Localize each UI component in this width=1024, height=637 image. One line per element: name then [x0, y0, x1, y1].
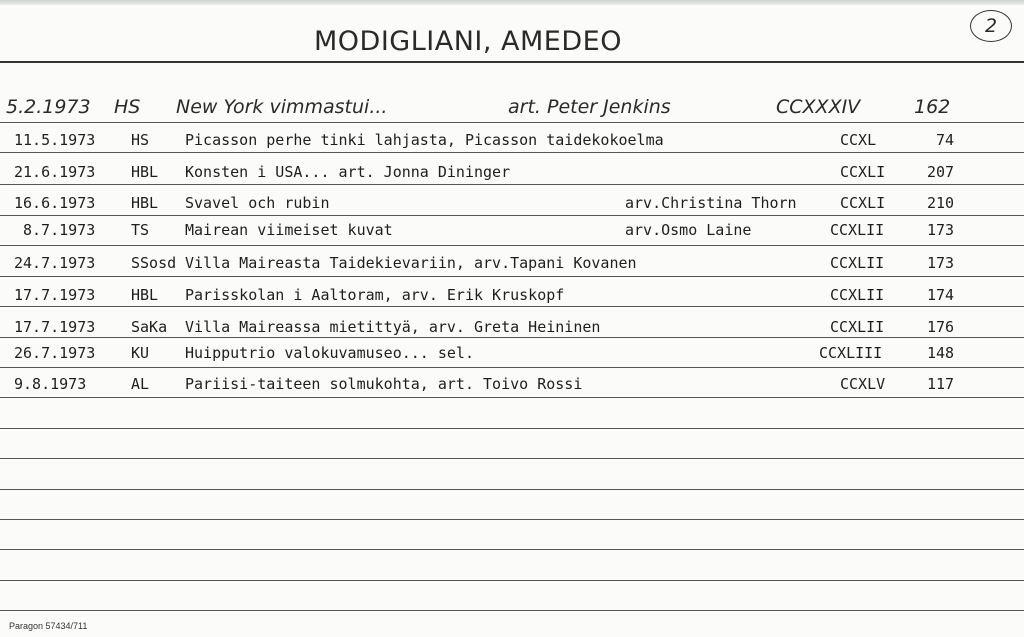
card-top-edge — [0, 0, 1024, 5]
row-text: Konsten i USA... art. Jonna Dininger — [185, 163, 511, 181]
row-volume: CCXLII — [830, 221, 885, 239]
header-rule — [0, 61, 1024, 63]
ruled-line — [0, 549, 1024, 550]
row-volume: CCXLII — [830, 254, 885, 272]
row-date: 8.7.1973 — [23, 221, 96, 239]
table-row — [0, 375, 1024, 405]
ruled-line — [0, 458, 1024, 459]
row-volume: CCXLI — [840, 163, 886, 181]
row-text: Picasson perhe tinki lahjasta, Picasson taidekokoelma — [185, 131, 664, 149]
row-volume: CCXLV — [840, 375, 886, 393]
row-source: HBL — [131, 163, 159, 181]
row-volume: CCXLII — [830, 286, 885, 304]
table-row — [0, 163, 1024, 193]
row-page: 210 — [927, 194, 955, 212]
row-text: Svavel och rubin — [185, 194, 330, 212]
row-page: 176 — [927, 318, 955, 336]
row-date: 16.6.1973 — [14, 194, 96, 212]
row-text: New York vimmastui... — [176, 96, 388, 118]
row-source: HBL — [131, 194, 159, 212]
ruled-line — [0, 580, 1024, 581]
row-author: arv.Christina Thorn — [625, 194, 797, 212]
row-source: TS — [131, 221, 150, 239]
row-volume: CCXLII — [830, 318, 885, 336]
row-source: HS — [114, 96, 141, 118]
row-date: 5.2.1973 — [6, 96, 91, 118]
row-volume: CCXL — [840, 131, 877, 149]
row-author: art. Peter Jenkins — [508, 96, 671, 118]
row-text: Mairean viimeiset kuvat — [185, 221, 393, 239]
row-date: 17.7.1973 — [14, 318, 96, 336]
row-page: 74 — [936, 131, 955, 149]
row-source: KU — [131, 344, 150, 362]
row-text: Pariisi-taiteen solmukohta, art. Toivo Rossi — [185, 375, 583, 393]
row-page: 173 — [927, 221, 955, 239]
table-row — [0, 96, 1024, 130]
card-number: 2 — [970, 10, 1012, 42]
table-row — [0, 286, 1024, 316]
row-source: HBL — [131, 286, 159, 304]
card-footer: Paragon 57434/711 — [9, 621, 88, 631]
table-row — [0, 344, 1024, 374]
row-date: 21.6.1973 — [14, 163, 96, 181]
ruled-line — [0, 428, 1024, 429]
row-text: Parisskolan i Aaltoram, arv. Erik Kruskopf — [185, 286, 565, 304]
row-author: arv.Osmo Laine — [625, 221, 752, 239]
row-date: 26.7.1973 — [14, 344, 96, 362]
table-row — [0, 194, 1024, 224]
card-title: MODIGLIANI, AMEDEO — [314, 26, 622, 57]
row-source: SSosd — [131, 254, 177, 272]
row-text: Huipputrio valokuvamuseo... sel. — [185, 344, 474, 362]
row-page: 148 — [927, 344, 955, 362]
table-row — [0, 254, 1024, 284]
row-volume: CCXLI — [840, 194, 886, 212]
row-page: 117 — [927, 375, 955, 393]
row-date: 9.8.1973 — [14, 375, 87, 393]
row-date: 11.5.1973 — [14, 131, 96, 149]
row-page: 162 — [914, 96, 951, 118]
row-source: AL — [131, 375, 150, 393]
ruled-line — [0, 519, 1024, 520]
table-row — [0, 131, 1024, 161]
row-page: 207 — [927, 163, 955, 181]
row-source: HS — [131, 131, 150, 149]
row-text: Villa Maireassa mietittyä, arv. Greta Heininen — [185, 318, 601, 336]
ruled-line — [0, 489, 1024, 490]
row-text: Villa Maireasta Taidekievariin, arv.Tapani Kovanen — [185, 254, 637, 272]
row-volume: CCXXXIV — [776, 96, 861, 118]
ruled-line — [0, 610, 1024, 611]
row-source: SaKa — [131, 318, 168, 336]
row-date: 17.7.1973 — [14, 286, 96, 304]
table-row — [0, 221, 1024, 251]
row-volume: CCXLIII — [819, 344, 883, 362]
row-date: 24.7.1973 — [14, 254, 96, 272]
row-page: 174 — [927, 286, 955, 304]
row-page: 173 — [927, 254, 955, 272]
